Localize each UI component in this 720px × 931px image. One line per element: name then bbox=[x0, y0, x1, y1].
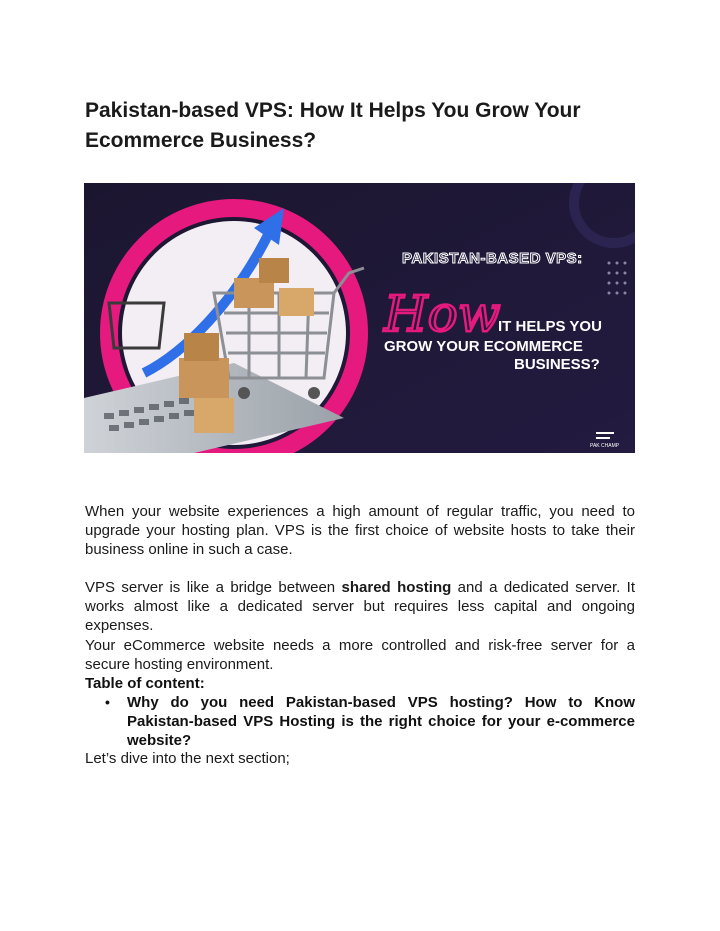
svg-text:PAK CHAMP: PAK CHAMP bbox=[590, 443, 620, 449]
banner-line-3: BUSINESS? bbox=[514, 356, 600, 373]
article-title: Pakistan-based VPS: How It Helps You Grow Your Ecommerce Business? bbox=[85, 99, 581, 152]
paragraph-text: VPS server is like a bridge between bbox=[85, 579, 342, 596]
banner-heading: PAKISTAN-BASED VPS: bbox=[402, 250, 583, 267]
paragraph-vps-bridge bbox=[85, 578, 635, 635]
bold-term: shared hosting bbox=[341, 579, 452, 596]
toc-item bbox=[85, 693, 635, 750]
toc-item-text: Why do you need Pakistan-based VPS hosting? How to Know Pakistan-based VPS Hosting is the right choice for your e-commerce website? bbox=[127, 694, 635, 749]
paragraph-transition: Let’s dive into the next section; bbox=[85, 750, 290, 767]
paragraph-ecommerce: Your eCommerce website needs a more controlled and risk-free server for a secure hosting environment. bbox=[85, 637, 635, 673]
banner-line-1: IT HELPS YOU bbox=[498, 318, 602, 335]
toc-heading: Table of content: bbox=[85, 675, 205, 692]
bullet-icon: • bbox=[105, 694, 110, 710]
paragraph-intro: When your website experiences a high amount of regular traffic, you need to upgrade your hosting plan. VPS is the first choice of website hosts to take their business online in such a case. bbox=[85, 503, 635, 558]
banner-script-word: How bbox=[384, 285, 501, 343]
banner-line-2: GROW YOUR ECOMMERCE bbox=[384, 338, 583, 355]
toc-list bbox=[85, 693, 635, 750]
paragraph-text: and a dedicated server. It works almost like a dedicated server but requires less capital and ongoing expenses. bbox=[85, 579, 636, 634]
banner-image bbox=[84, 183, 635, 453]
